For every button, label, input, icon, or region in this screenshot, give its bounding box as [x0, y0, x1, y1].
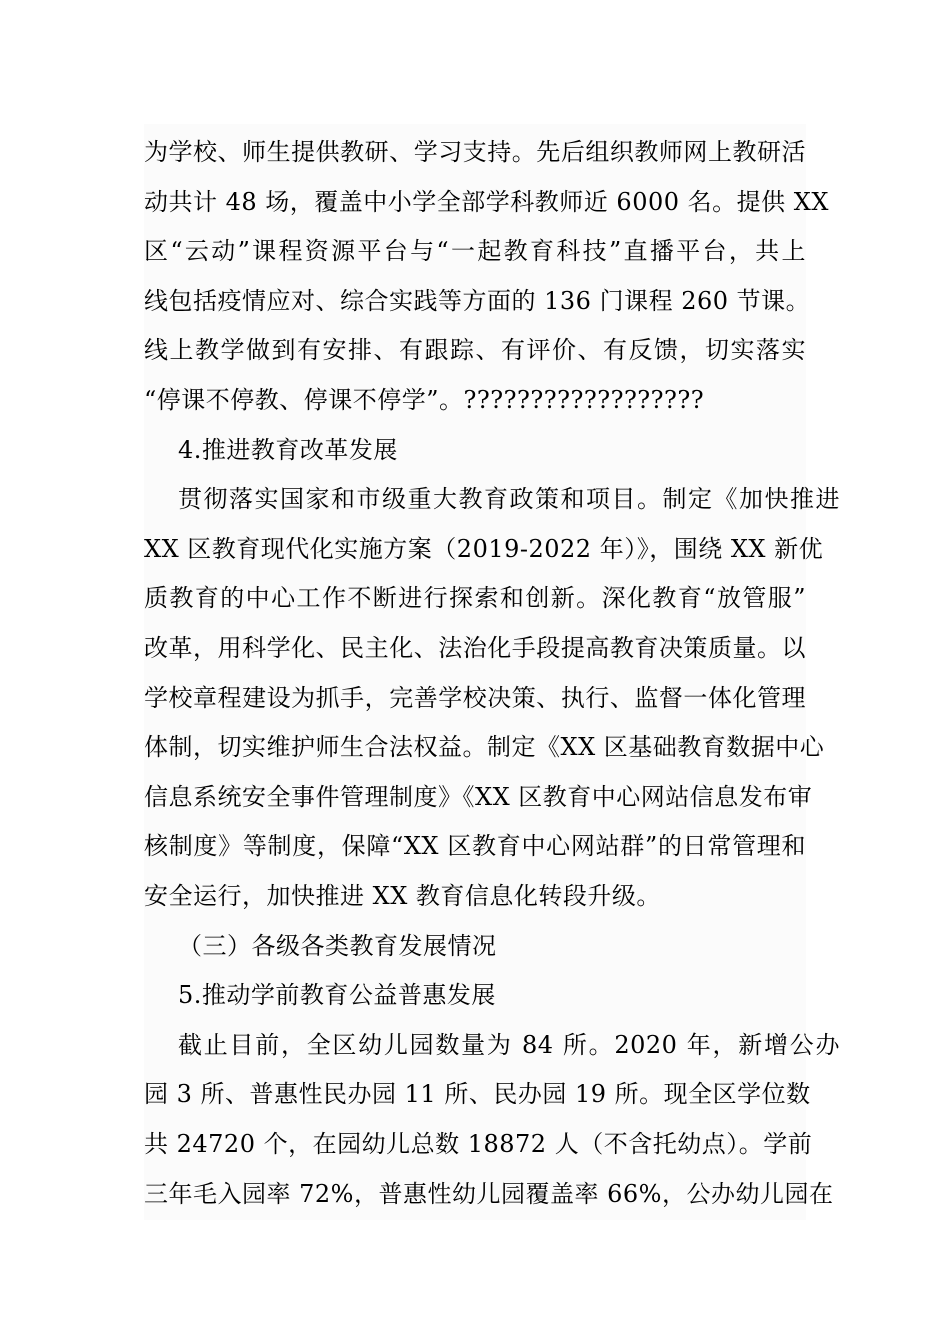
text-line: 学校章程建设为抓手，完善学校决策、执行、监督一体化管理	[144, 683, 806, 712]
section-heading: （三）各级各类教育发展情况	[178, 931, 497, 960]
text-line: 信息系统安全事件管理制度》《XX 区教育中心网站信息发布审	[144, 782, 813, 811]
text-line: 体制，切实维护师生合法权益。制定《XX 区基础教育数据中心	[144, 733, 825, 762]
paragraph-first-line: 贯彻落实国家和市级重大教育政策和项目。制定《加快推进	[178, 485, 840, 514]
paragraph-first-line: 截止目前，全区幼儿园数量为 84 所。2020 年，新增公办	[178, 1030, 840, 1059]
text-line: 为学校、师生提供教研、学习支持。先后组织教师网上教研活	[144, 138, 806, 166]
text-line: 三年毛入园率 72%，普惠性幼儿园覆盖率 66%，公办幼儿园在	[144, 1179, 834, 1208]
text-line: 动共计 48 场，覆盖中小学全部学科教师近 6000 名。提供 XX	[144, 187, 829, 216]
text-line: XX 区教育现代化实施方案（2019-2022 年）》，围绕 XX 新优	[144, 534, 824, 563]
document-page	[144, 0, 840, 1344]
section-heading: 4.推进教育改革发展	[178, 435, 398, 464]
section-heading: 5.推动学前教育公益普惠发展	[178, 981, 496, 1010]
text-line: 园 3 所、普惠性民办园 11 所、民办园 19 所。现全区学位数	[144, 1080, 811, 1109]
text-line: 核制度》等制度，保障“XX 区教育中心网站群”的日常管理和	[144, 832, 806, 861]
text-line: 质教育的中心工作不断进行探索和创新。深化教育“放管服”	[144, 584, 806, 613]
text-line: 区“云动”课程资源平台与“一起教育科技”直播平台，共上	[144, 237, 806, 266]
text-line: “停课不停教、停课不停学”。??????????????????	[144, 386, 705, 414]
text-line: 改革，用科学化、民主化、法治化手段提高教育决策质量。以	[144, 634, 806, 662]
text-line: 安全运行，加快推进 XX 教育信息化转段升级。	[144, 882, 661, 910]
text-line: 线包括疫情应对、综合实践等方面的 136 门课程 260 节课。	[144, 286, 811, 315]
text-line: 共 24720 个，在园幼儿总数 18872 人（不含托幼点）。学前	[144, 1130, 813, 1158]
text-line: 线上教学做到有安排、有跟踪、有评价、有反馈，切实落实	[144, 336, 806, 365]
